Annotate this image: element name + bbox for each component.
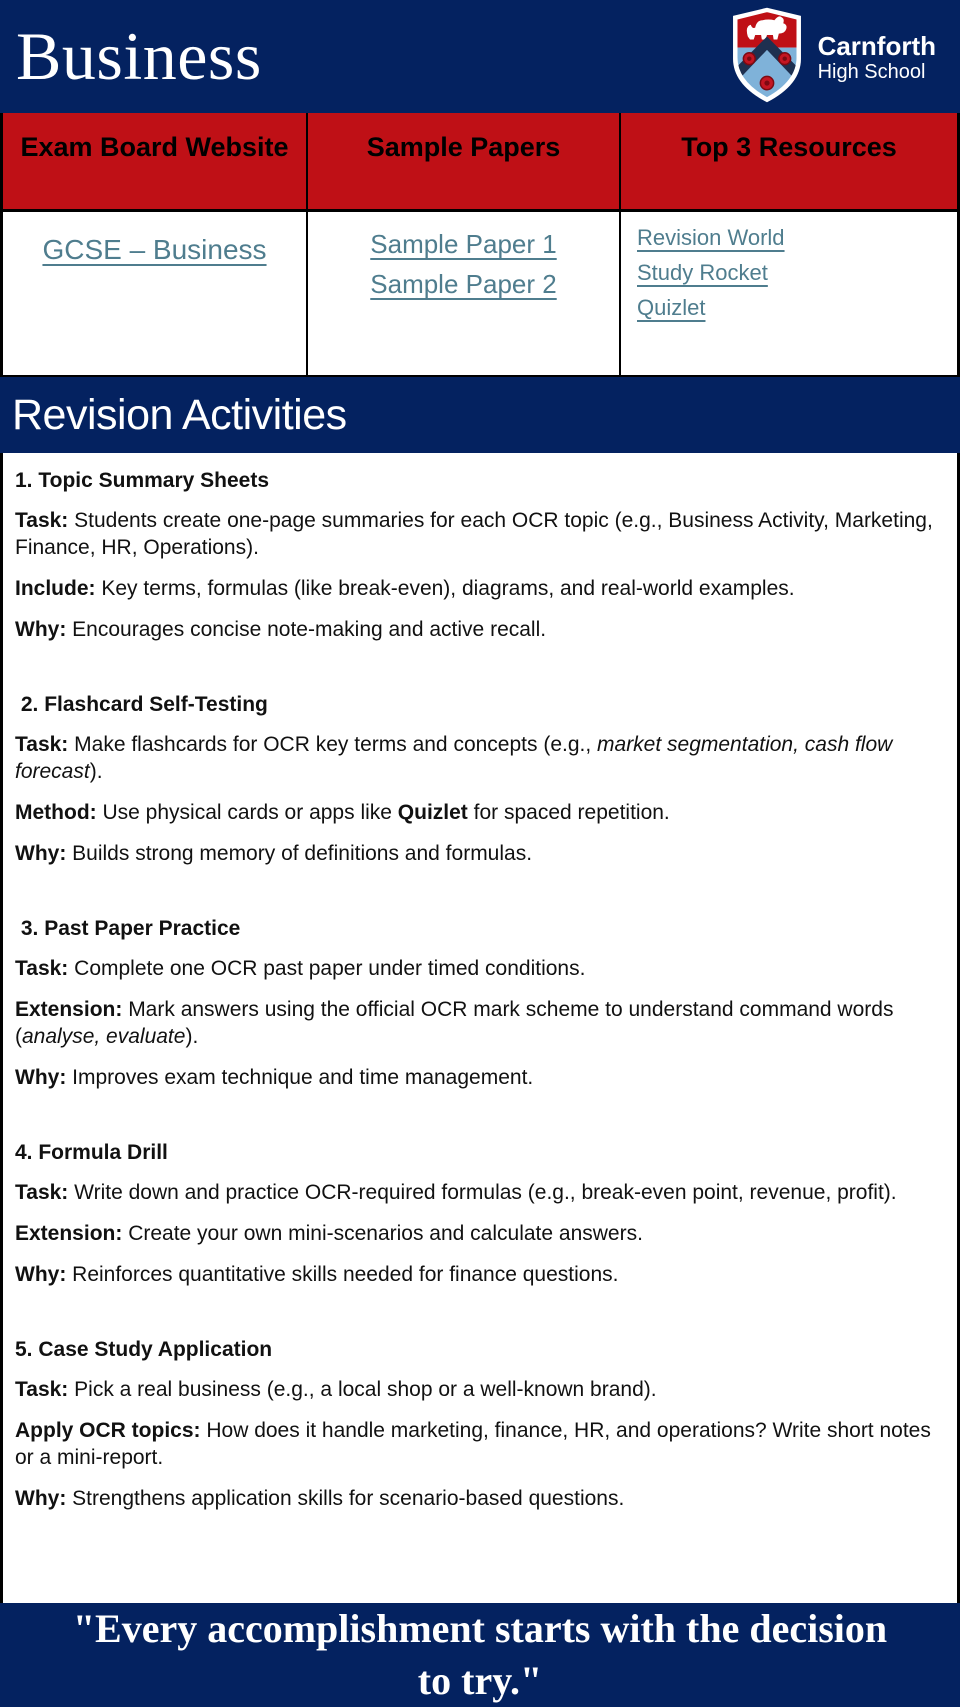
activity-paragraph: Extension: Create your own mini-scenarios and calculate answers. (15, 1222, 643, 1245)
paragraph-label: Why: (15, 1487, 67, 1510)
footer-band (0, 1603, 960, 1707)
paragraph-label: Task: (15, 957, 69, 980)
page-header (0, 0, 960, 113)
paragraph-label: Apply OCR topics: (15, 1419, 201, 1442)
activity-paragraph: Task: Students create one-page summaries for each OCR topic (e.g., Business Activity, Marketing, Finance, HR, Operations). (15, 509, 933, 559)
activity-paragraph: Why: Encourages concise note-making and active recall. (15, 618, 547, 641)
resource-table-links-row (3, 212, 957, 375)
paragraph-label: Why: (15, 1066, 67, 1089)
activity-paragraph: Task: Complete one OCR past paper under timed conditions. (15, 957, 586, 980)
paragraph-label: Why: (15, 618, 67, 641)
activity-heading: 3. Past Paper Practice (15, 917, 241, 940)
paragraph-label: Task: (15, 733, 69, 756)
resource-table-header-row (3, 113, 957, 212)
activities-list (0, 453, 960, 1603)
activity-heading: 2. Flashcard Self-Testing (15, 693, 268, 716)
link-revision-world[interactable]: Revision World (637, 225, 785, 250)
activity-paragraph: Why: Reinforces quantitative skills needed for finance questions. (15, 1263, 619, 1286)
page-title: Business (16, 17, 262, 94)
paragraph-label: Why: (15, 1263, 67, 1286)
section-title: Revision Activities (12, 390, 347, 439)
paragraph-label: Extension: (15, 1222, 123, 1245)
link-sample-paper-1[interactable]: Sample Paper 1 (370, 229, 557, 259)
top-resources-cell (621, 212, 957, 375)
school-subname: High School (817, 60, 926, 83)
school-logo (730, 7, 936, 108)
paragraph-label: Include: (15, 577, 96, 600)
exam-board-cell (3, 212, 308, 375)
resource-table (0, 113, 960, 375)
paragraph-label: Task: (15, 1378, 69, 1401)
activity-paragraph: Task: Write down and practice OCR-required formulas (e.g., break-even point, revenue, profit). (15, 1181, 897, 1204)
paragraph-label: Method: (15, 801, 97, 824)
column-header-exam-board: Exam Board Website (3, 113, 308, 212)
link-gcse-business[interactable]: GCSE – Business (42, 234, 267, 265)
activity-heading: 5. Case Study Application (15, 1338, 273, 1361)
paragraph-label: Task: (15, 509, 69, 532)
paragraph-label: Why: (15, 842, 67, 865)
school-name: Carnforth (817, 31, 936, 62)
school-crest-icon (730, 7, 804, 108)
sample-papers-cell (308, 212, 621, 375)
activity-paragraph: Extension: Mark answers using the official OCR mark scheme to understand command words (analyse, evaluate). (15, 998, 894, 1048)
activity-paragraph: Why: Strengthens application skills for scenario-based questions. (15, 1487, 625, 1510)
school-name-block (818, 32, 936, 83)
activity-paragraph: Why: Improves exam technique and time management. (15, 1066, 534, 1089)
activity-paragraph: Task: Make flashcards for OCR key terms and concepts (e.g., market segmentation, cash flow forecast). (15, 733, 893, 783)
link-study-rocket[interactable]: Study Rocket (637, 260, 768, 286)
motivational-quote: "Every accomplishment starts with the decision to try." (72, 1606, 888, 1703)
activity-paragraph: Apply OCR topics: How does it handle marketing, finance, HR, and operations? Write short notes or a mini-report. (15, 1419, 931, 1469)
column-header-sample-papers: Sample Papers (308, 113, 621, 212)
activity-heading: 1. Topic Summary Sheets (15, 469, 270, 492)
link-sample-paper-2[interactable]: Sample Paper 2 (370, 269, 557, 300)
activity-paragraph: Why: Builds strong memory of definitions and formulas. (15, 842, 533, 865)
section-band (0, 375, 960, 453)
activity-paragraph: Task: Pick a real business (e.g., a local shop or a well-known brand). (15, 1378, 657, 1401)
paragraph-label: Extension: (15, 998, 123, 1021)
activity-heading: 4. Formula Drill (15, 1141, 168, 1164)
link-quizlet[interactable]: Quizlet (637, 295, 706, 321)
paragraph-label: Task: (15, 1181, 69, 1204)
column-header-top-resources: Top 3 Resources (621, 113, 957, 212)
activity-paragraph: Include: Key terms, formulas (like break-even), diagrams, and real-world examples. (15, 577, 795, 600)
activity-paragraph: Method: Use physical cards or apps like Quizlet for spaced repetition. (15, 801, 670, 824)
